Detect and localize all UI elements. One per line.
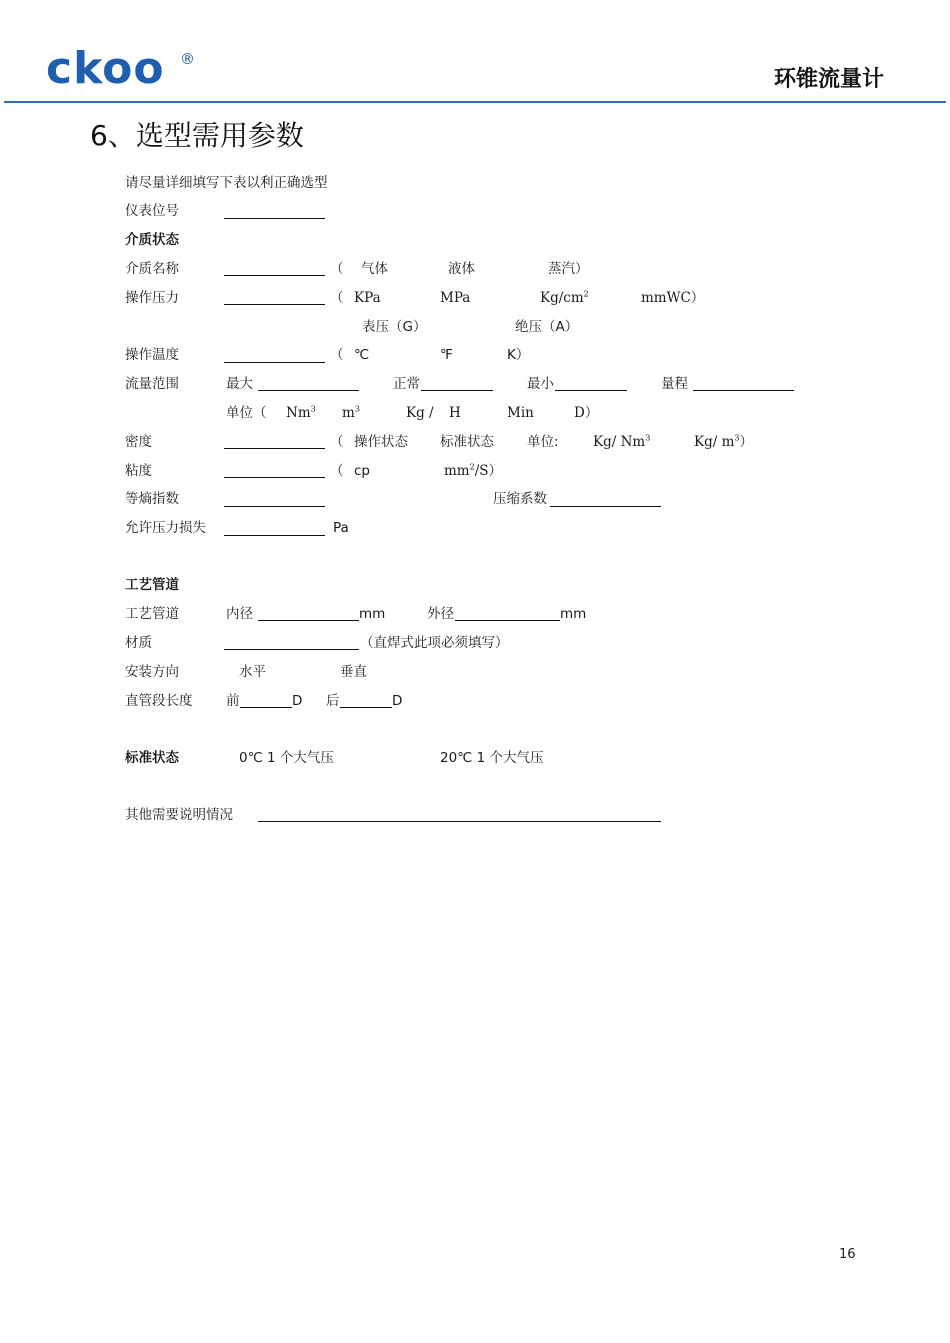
unit-mmwc[interactable]: mmWC）	[641, 290, 705, 306]
option-gauge[interactable]: 表压（G）	[362, 319, 427, 335]
material-label: 材质	[125, 635, 152, 651]
outer-diameter-blank[interactable]	[455, 620, 560, 621]
isentropic-blank[interactable]	[224, 506, 325, 507]
front-label: 前	[226, 693, 240, 709]
unit-kgcm2[interactable]: $Kg/cm^2$	[540, 289, 589, 306]
unit-mm: mm	[359, 606, 386, 622]
back-label: 后	[326, 693, 340, 709]
standard-heading: 标准状态	[125, 750, 179, 766]
density-label: 密度	[125, 434, 152, 450]
paren-open: （	[330, 290, 344, 306]
unit-fahrenheit[interactable]: ℉	[440, 347, 453, 363]
unit-pa: Pa	[333, 520, 349, 536]
unit-kelvin[interactable]: K）	[507, 347, 530, 363]
page-number: 16	[839, 1247, 856, 1262]
pressure-loss-blank[interactable]	[224, 535, 325, 536]
tag-label: 仪表位号	[125, 203, 179, 219]
temperature-label: 操作温度	[125, 347, 179, 363]
option-gas[interactable]: 气体	[361, 261, 388, 277]
registered-mark: ®	[180, 50, 195, 68]
tag-blank[interactable]	[224, 218, 325, 219]
unit-d: D	[392, 693, 403, 709]
unit-minute[interactable]: Min	[507, 405, 534, 421]
outer-diameter-label: 外径	[427, 606, 454, 622]
paren-open: （	[330, 261, 344, 277]
brand-logo: ckoo	[46, 43, 165, 94]
pressure-label: 操作压力	[125, 290, 179, 306]
option-0c[interactable]: 0℃ 1 个大气压	[239, 750, 334, 766]
temperature-blank[interactable]	[224, 362, 325, 363]
section-title: 6、选型需用参数	[90, 119, 304, 152]
unit-nm3[interactable]: Nm$^3$	[286, 404, 316, 421]
flow-label: 流量范围	[125, 376, 179, 392]
flow-unit-label: 单位（	[226, 405, 267, 421]
other-blank[interactable]	[258, 821, 661, 822]
pressure-blank[interactable]	[224, 304, 325, 305]
compress-label: 压缩系数	[493, 491, 547, 507]
viscosity-blank[interactable]	[224, 477, 325, 478]
document-title: 环锥流量计	[773, 67, 884, 92]
flow-max-label: 最大	[226, 376, 253, 392]
unit-kg-m3[interactable]: Kg/ $m^3$）	[694, 433, 753, 450]
unit-m3[interactable]: $m^3$	[342, 404, 360, 421]
viscosity-label: 粘度	[125, 463, 152, 479]
option-horizontal[interactable]: 水平	[239, 664, 266, 680]
medium-name-label: 介质名称	[125, 261, 179, 277]
unit-cp[interactable]: cp	[354, 463, 370, 479]
option-operating-state[interactable]: 操作状态	[354, 434, 408, 450]
option-liquid[interactable]: 液体	[448, 261, 475, 277]
pressure-loss-label: 允许压力损失	[125, 520, 206, 536]
unit-kg-nm3[interactable]: Kg/ Nm$^3$	[593, 433, 651, 450]
paren-open: （	[330, 463, 344, 479]
flow-min-blank[interactable]	[555, 390, 627, 391]
unit-kpa[interactable]: KPa	[354, 290, 381, 306]
density-unit-label: 单位:	[527, 434, 559, 450]
unit-celsius[interactable]: ℃	[354, 347, 370, 363]
unit-hour[interactable]: H	[449, 405, 461, 421]
paren-open: （	[330, 434, 344, 450]
intro-text: 请尽量详细填写下表以利正确选型	[125, 175, 328, 191]
material-blank[interactable]	[224, 649, 359, 650]
flow-range-blank[interactable]	[693, 390, 794, 391]
unit-mm: mm	[560, 606, 587, 622]
unit-d: D	[292, 693, 303, 709]
pipe-diameter-label: 工艺管道	[125, 606, 179, 622]
pipe-heading: 工艺管道	[125, 577, 179, 593]
option-steam[interactable]: 蒸汽）	[548, 261, 589, 277]
compress-blank[interactable]	[550, 506, 661, 507]
unit-mm2s[interactable]: $mm^2/S$）	[444, 462, 502, 479]
other-label: 其他需要说明情况	[125, 807, 233, 823]
header-divider	[4, 101, 946, 103]
unit-day[interactable]: D）	[574, 405, 599, 421]
flow-normal-label: 正常	[393, 376, 420, 392]
flow-range-label: 量程	[661, 376, 688, 392]
back-blank[interactable]	[340, 707, 392, 708]
option-20c[interactable]: 20℃ 1 个大气压	[440, 750, 544, 766]
straight-length-label: 直管段长度	[125, 693, 193, 709]
option-standard-state[interactable]: 标准状态	[440, 434, 494, 450]
inner-diameter-blank[interactable]	[258, 620, 359, 621]
install-label: 安装方向	[125, 664, 179, 680]
paren-open: （	[330, 347, 344, 363]
flow-min-label: 最小	[527, 376, 554, 392]
option-absolute[interactable]: 绝压（A）	[515, 319, 579, 335]
front-blank[interactable]	[240, 707, 292, 708]
density-blank[interactable]	[224, 448, 325, 449]
isentropic-label: 等熵指数	[125, 491, 179, 507]
inner-diameter-label: 内径	[226, 606, 253, 622]
unit-kg[interactable]: Kg /	[406, 405, 434, 421]
medium-heading: 介质状态	[125, 232, 179, 248]
option-vertical[interactable]: 垂直	[340, 664, 367, 680]
flow-max-blank[interactable]	[258, 390, 359, 391]
unit-mpa[interactable]: MPa	[440, 290, 471, 306]
flow-normal-blank[interactable]	[421, 390, 493, 391]
medium-name-blank[interactable]	[224, 275, 325, 276]
material-note: （直焊式此项必须填写）	[360, 635, 509, 651]
